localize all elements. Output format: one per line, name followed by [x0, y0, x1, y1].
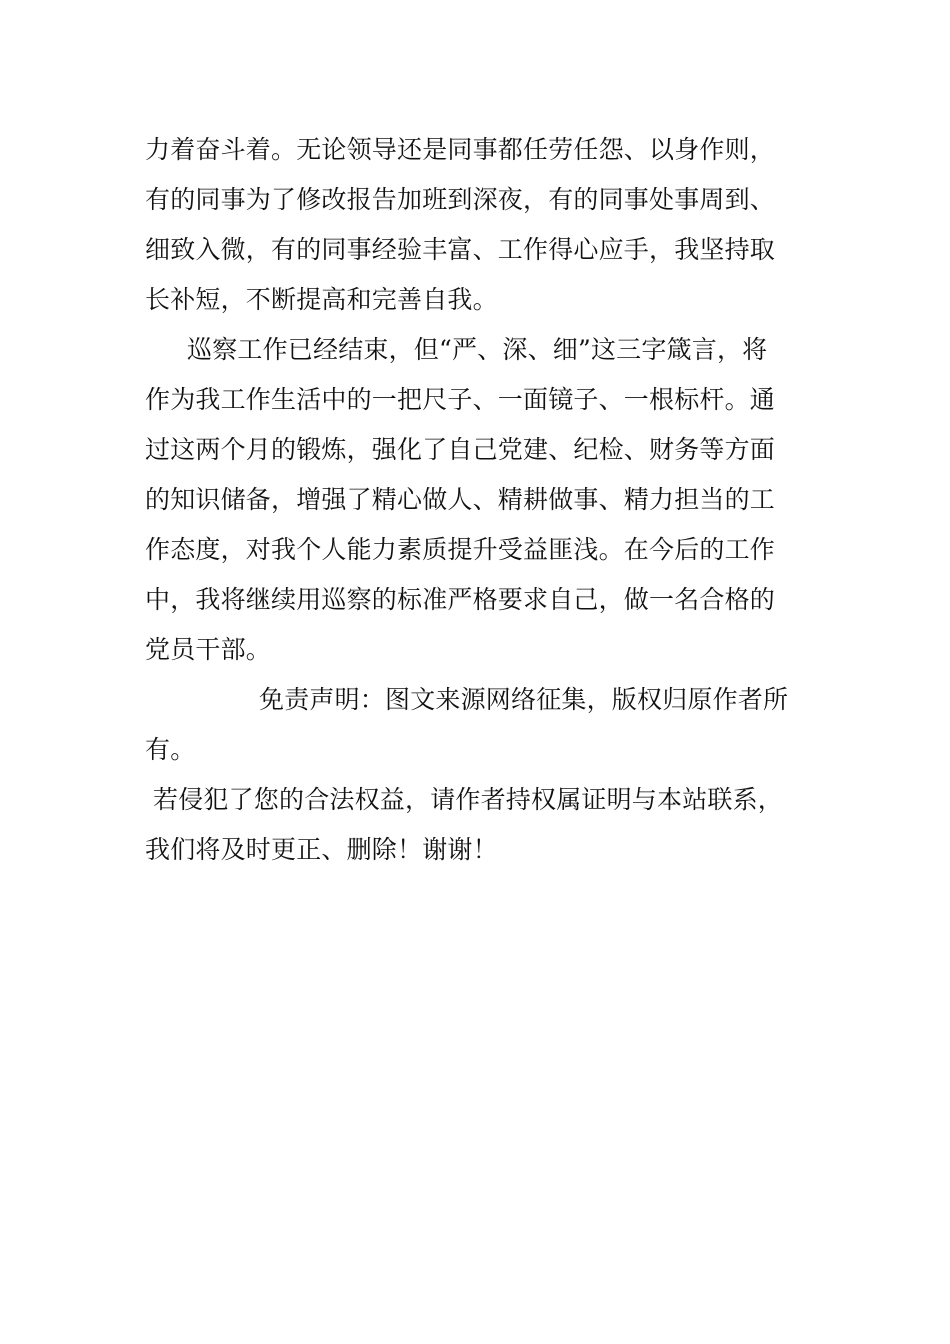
disclaimer-line-3: 若侵犯了您的合法权益，请作者持权属证明与本站联系， — [153, 785, 784, 814]
paragraph-2-line-4: 的知识储备，增强了精心做人、精耕做事、精力担当的工 — [145, 485, 776, 514]
paragraph-2-line-2: 作为我工作生活中的一把尺子、一面镜子、一根标杆。通 — [145, 385, 776, 414]
disclaimer-line-2: 有。 — [145, 735, 196, 764]
disclaimer-line-1: 免责声明：图文来源网络征集，版权归原作者所 — [259, 685, 789, 714]
paragraph-2-line-3: 过这两个月的锻炼，强化了自己党建、纪检、财务等方面 — [145, 435, 776, 464]
paragraph-2-line-6: 中，我将继续用巡察的标准严格要求自己，做一名合格的 — [145, 585, 776, 614]
paragraph-1-line-2: 有的同事为了修改报告加班到深夜，有的同事处事周到、 — [145, 185, 776, 214]
paragraph-1-line-3: 细致入微，有的同事经验丰富、工作得心应手，我坚持取 — [145, 235, 776, 264]
disclaimer-line-4: 我们将及时更正、删除！谢谢！ — [145, 835, 498, 864]
paragraph-1-line-1: 力着奋斗着。无论领导还是同事都任劳任怨、以身作则， — [145, 135, 776, 164]
paragraph-2-line-7: 党员干部。 — [145, 635, 272, 664]
paragraph-2-line-5: 作态度，对我个人能力素质提升受益匪浅。在今后的工作 — [145, 535, 776, 564]
paragraph-1-line-4: 长补短，不断提高和完善自我。 — [145, 285, 498, 314]
paragraph-2-line-1: 巡察工作已经结束，但“严、深、细”这三字箴言，将 — [187, 335, 768, 364]
